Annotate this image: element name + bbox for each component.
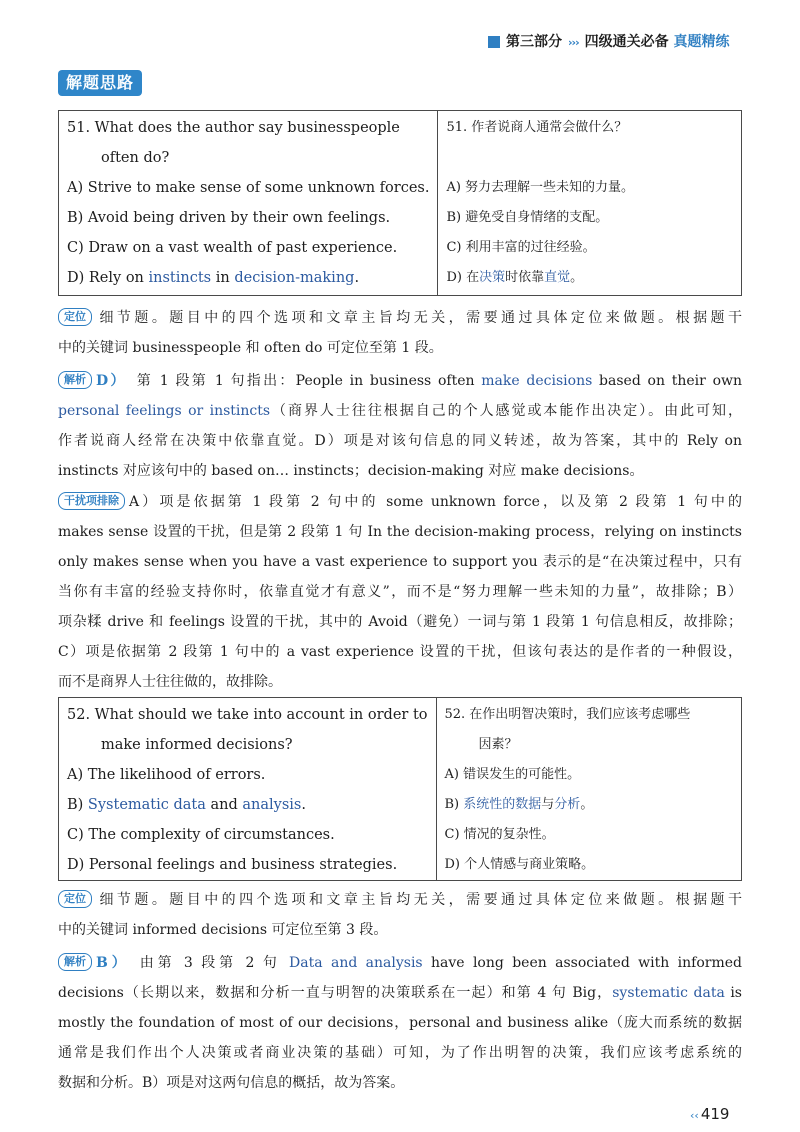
question-52-table <box>58 697 742 881</box>
q52-en-option-d: D) Personal feelings and business strategies. <box>67 857 398 873</box>
q51-en-question: 51. What does the author say businesspeople <box>67 120 400 136</box>
q51-en-option-b: B) Avoid being driven by their own feelings. <box>67 210 391 226</box>
q52-en-option-a: A) The likelihood of errors. <box>67 767 266 783</box>
q51-zh-question: 51. 作者说商人通常会做什么？ <box>446 120 628 135</box>
q51-zh-option-a: A) 努力去理解一些未知的力量。 <box>446 180 635 195</box>
question-51-table <box>58 110 742 296</box>
highlight-term: 系统性的数据 <box>463 797 542 812</box>
highlight-term: 决策 <box>479 270 506 285</box>
answer-letter: D） <box>96 373 127 389</box>
q51-en-option-d: D) Rely on instincts in decision-making. <box>67 270 360 286</box>
highlight-term: 分析 <box>554 797 581 812</box>
q51-locate-paragraph: 定位 细节题。题目中的四个选项和文章主旨均无关，需要通过具体定位来做题。根据题干 中的关键词 businesspeople 和 often do 可定位至第 1 段。 <box>58 310 742 356</box>
q52-zh-question-cont: 因素？ <box>478 737 518 752</box>
q51-en-option-c: C) Draw on a vast wealth of past experience. <box>67 240 398 256</box>
locate-tag: 定位 <box>58 890 92 908</box>
q51-zh-option-d: D) 在决策时依靠直觉。 <box>446 270 584 285</box>
q51-english-cell <box>59 111 438 296</box>
header-title: 四级通关必备 <box>584 34 669 50</box>
highlight-term: 直觉 <box>544 270 571 285</box>
q51-distractor-paragraph: 干扰项排除 A）项是依据第 1 段第 2 句中的 some unknown force，以及第 2 段第 1 句中的 makes sense 设置的干扰，但是第 2 段第 1 句 In the decision-making process，relying on instincts only makes sense when you have a vast experience to support you 表示的是“在决策过程中，只有 当你有丰富的经验支持你时，依靠直觉才有意义”，而不是“努力理解一些未知的力量”，故排除；B） 项杂糅 drive 和 feelings 设置的干扰，其中的 Avoid（避免）一词与第 1 段第 1 句信息相反，故排除； C）项是依据第 2 段第 1 句中的 a vast experience 设置的干扰，但该句表达的是作者的一种假设， 而不是商界人士往往做的，故排除。 <box>58 494 742 690</box>
page-number: ‹‹ 419 <box>690 1105 730 1123</box>
q51-chinese-cell <box>438 111 742 296</box>
q52-zh-option-c: C) 情况的复杂性。 <box>444 827 555 842</box>
q52-en-option-b: B) Systematic data and analysis. <box>67 797 306 813</box>
header-highlight: 真题精练 <box>673 34 730 50</box>
distractor-tag: 干扰项排除 <box>58 492 125 510</box>
q52-zh-option-a: A) 错误发生的可能性。 <box>444 767 581 782</box>
answer-letter: B） <box>96 955 130 971</box>
header-separator: ››› <box>568 36 579 49</box>
highlight-term: Systematic data <box>87 797 206 813</box>
q51-en-option-a: A) Strive to make sense of some unknown forces. <box>67 180 430 196</box>
q51-analysis-paragraph: 解析 D） 第 1 段第 1 句指出：People in business often make decisions based on their own personal feelings or instincts（商界人士往往根据自己的个人感觉或本能作出决定）。由此可知， 作者说商人经常在决策中依靠直觉。D）项是对该句信息的同义转述，故为答案，其中的 Rely on instincts 对应该句中的 based on… instincts；decision-making 对应 make decisions。 <box>58 373 742 479</box>
q52-locate-paragraph: 定位 细节题。题目中的四个选项和文章主旨均无关，需要通过具体定位来做题。根据题干 中的关键词 informed decisions 可定位至第 3 段。 <box>58 892 742 938</box>
q51-zh-blank <box>446 143 733 173</box>
analysis-tag: 解析 <box>58 953 92 971</box>
q51-en-question-cont: often do? <box>101 150 170 166</box>
header-part: 第三部分 <box>506 34 562 50</box>
q52-zh-option-d: D) 个人情感与商业策略。 <box>444 857 595 872</box>
q51-zh-option-c: C) 利用丰富的过往经验。 <box>446 240 596 255</box>
q52-english-cell <box>59 698 437 881</box>
q52-chinese-cell <box>436 698 742 881</box>
page-arrows-icon: ‹‹ <box>690 1109 699 1122</box>
q52-en-question: 52. What should we take into account in order to <box>67 707 428 723</box>
q52-analysis-paragraph: 解析 B） 由第 3 段第 2 句 Data and analysis have long been associated with informed decisions（长期以来，数据和分析一直与明智的决策联系在一起）和第 4 句 Big，systematic data is mostly the foundation of most of our decisions，personal and business alike（庞大而系统的数据 通常是我们作出个人决策或者商业决策的基础）可知，为了作出明智的决策，我们应该考虑系统的 数据和分析。B）项是对这两句信息的概括，故为答案。 <box>58 955 742 1091</box>
analysis-tag: 解析 <box>58 371 92 389</box>
q52-zh-option-b: B) 系统性的数据与分析。 <box>444 797 594 812</box>
highlight-term: decision-making <box>234 270 355 286</box>
locate-tag: 定位 <box>58 308 92 326</box>
q52-en-option-c: C) The complexity of circumstances. <box>67 827 335 843</box>
q51-zh-option-b: B) 避免受自身情绪的支配。 <box>446 210 609 225</box>
highlight-term: analysis <box>242 797 302 813</box>
section-badge: 解题思路 <box>58 70 142 96</box>
header-square-icon <box>488 36 500 48</box>
highlight-term: instincts <box>148 270 212 286</box>
header-text <box>506 30 729 55</box>
q52-en-question-cont: make informed decisions? <box>101 737 293 753</box>
q52-zh-question: 52. 在作出明智决策时，我们应该考虑哪些 <box>444 707 691 722</box>
running-header <box>0 30 800 56</box>
